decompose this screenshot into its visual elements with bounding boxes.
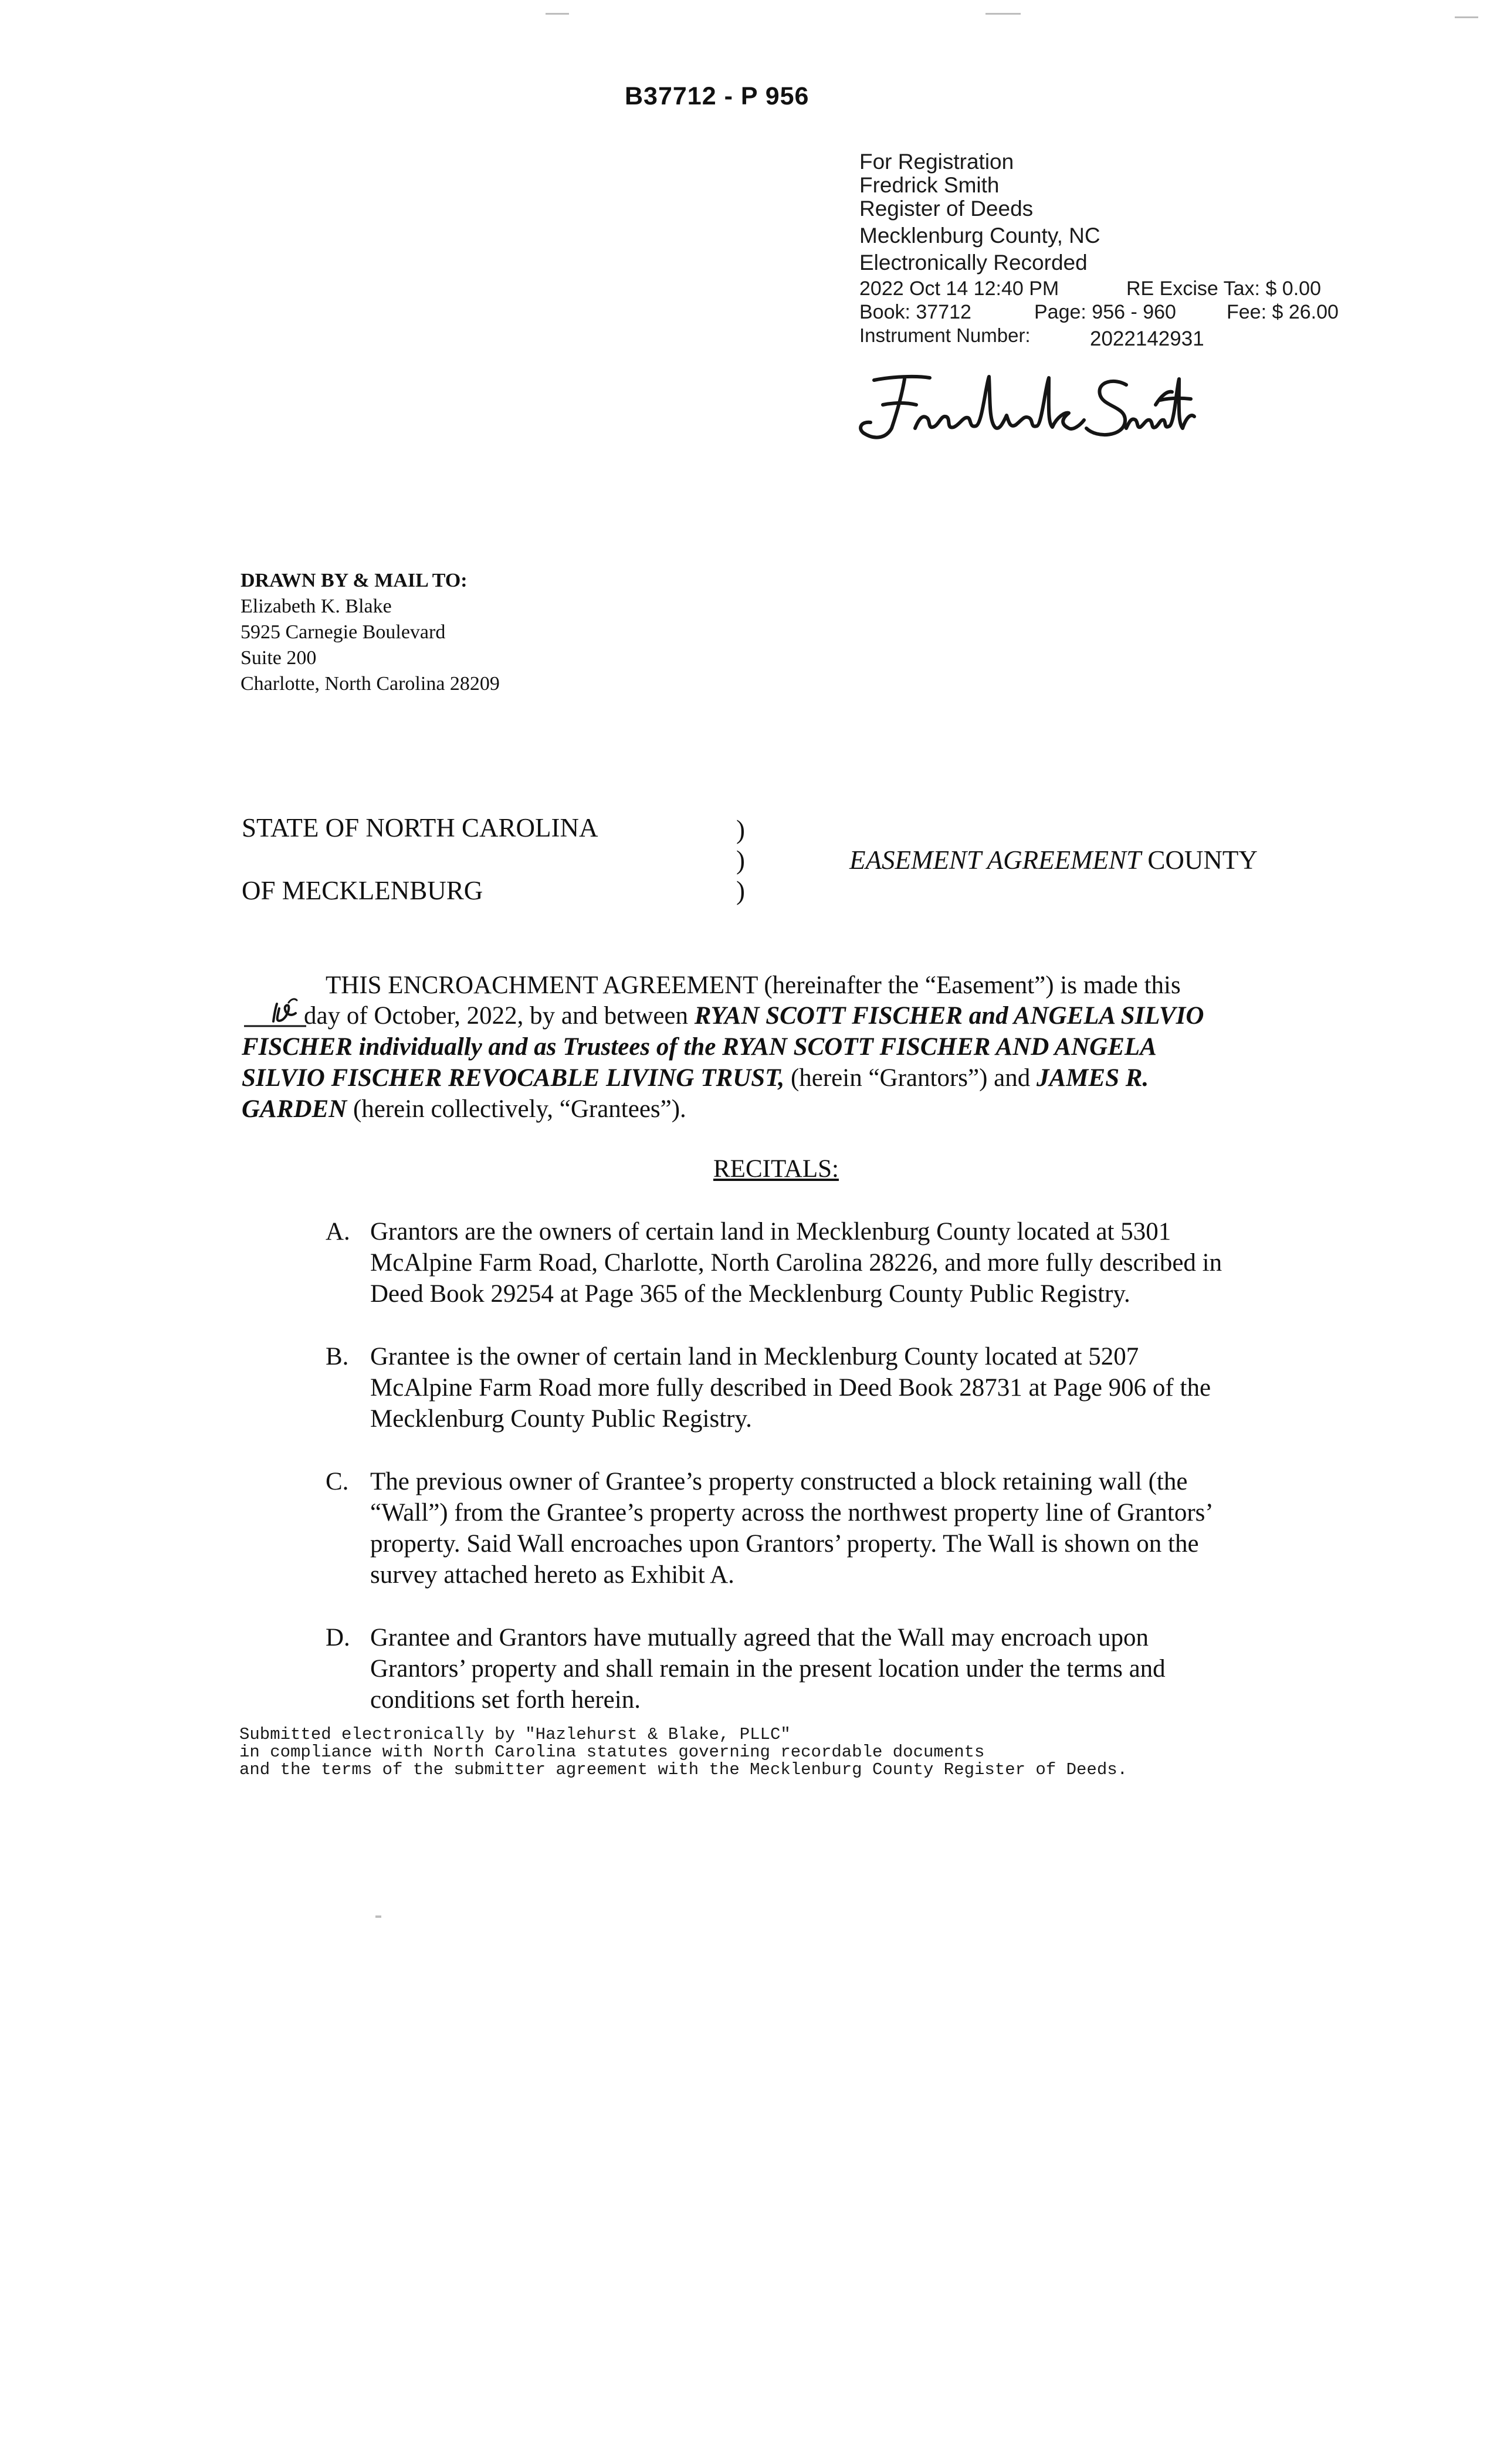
recital-line: Mecklenburg County Public Registry.: [370, 1405, 752, 1433]
registration-stamp: [859, 150, 1376, 348]
caption-county: OF MECKLENBURG: [242, 876, 483, 905]
scan-artifact: [985, 13, 1021, 15]
stamp-register-title: Register of Deeds: [859, 197, 1034, 221]
scan-artifact: [375, 1915, 381, 1918]
stamp-for-registration: For Registration: [859, 150, 1014, 174]
recital-line: “Wall”) from the Grantee’s property across the northwest property line of Grantors’: [370, 1499, 1214, 1527]
recitals-heading: RECITALS:: [713, 1155, 839, 1183]
caption-state: STATE OF NORTH CAROLINA: [242, 813, 598, 842]
recital-line: survey attached hereto as Exhibit A.: [370, 1561, 734, 1589]
stamp-page: Page: 956 - 960: [1034, 301, 1176, 323]
document-title-suffix: COUNTY: [1141, 845, 1258, 875]
submission-notice-line-2: in compliance with North Carolina statutes governing recordable documents: [239, 1742, 985, 1762]
recital-line: conditions set forth herein.: [370, 1686, 641, 1714]
recital-letter: D.: [326, 1624, 350, 1651]
caption-paren-1: ): [736, 815, 745, 844]
intro-grantors-names-a: RYAN SCOTT FISCHER and ANGELA SILVIO: [694, 1002, 1204, 1030]
recital-letter: C.: [326, 1468, 349, 1495]
recital-line: McAlpine Farm Road more fully described in Deed Book 28731 at Page 906 of the: [370, 1374, 1211, 1402]
intro-line-4: [242, 1062, 1149, 1094]
recital-line: Grantee and Grantors have mutually agreed that the Wall may encroach upon: [370, 1624, 1149, 1651]
intro-trust-name: SILVIO FISCHER REVOCABLE LIVING TRUST,: [242, 1064, 785, 1092]
drawn-by-city: Charlotte, North Carolina 28209: [241, 673, 500, 695]
submission-notice: [239, 1726, 1127, 1779]
intro-line-5: [242, 1094, 686, 1125]
document-title: [849, 845, 1258, 875]
stamp-book: Book: 37712: [859, 301, 971, 323]
stamp-instrument-label: Instrument Number:: [859, 324, 1031, 346]
intro-grantee-name-b: GARDEN: [242, 1095, 347, 1123]
scan-artifact: [546, 13, 569, 15]
recital-line: McAlpine Farm Road, Charlotte, North Carolina 28226, and more fully described in: [370, 1249, 1222, 1277]
drawn-by-heading: DRAWN BY & MAIL TO:: [241, 570, 468, 591]
book-page-header: B37712 - P 956: [625, 82, 810, 110]
drawn-by-block: [241, 568, 500, 697]
stamp-instrument-number: 2022142931: [1090, 327, 1204, 350]
stamp-register-name: Fredrick Smith: [859, 173, 1000, 197]
stamp-electronically-recorded: Electronically Recorded: [859, 251, 1088, 275]
recital-line: Deed Book 29254 at Page 365 of the Mecklenburg County Public Registry.: [370, 1280, 1130, 1308]
day-handwriting-mark: [243, 996, 307, 1032]
intro-line-1: THIS ENCROACHMENT AGREEMENT (hereinafter the “Easement”) is made this: [326, 972, 1181, 999]
intro-line-2: [304, 1000, 1204, 1031]
stamp-fee: Fee: $ 26.00: [1227, 301, 1339, 323]
recital-line: Grantee is the owner of certain land in Mecklenburg County located at 5207: [370, 1343, 1139, 1370]
stamp-datetime: 2022 Oct 14 12:40 PM: [859, 277, 1059, 300]
scan-artifact: [1455, 16, 1478, 18]
recital-line: Grantors are the owners of certain land in Mecklenburg County located at 5301: [370, 1218, 1171, 1245]
stamp-excise-tax: RE Excise Tax: $ 0.00: [1126, 277, 1321, 300]
caption-paren-2: ): [736, 845, 745, 875]
recital-line: property. Said Wall encroaches upon Grantors’ property. The Wall is shown on the: [370, 1530, 1199, 1558]
day-handwritten: [243, 996, 307, 1032]
caption-paren-3: ): [736, 876, 745, 905]
intro-grantees-label: (herein collectively, “Grantees”).: [347, 1095, 686, 1123]
recital-letter: B.: [326, 1343, 349, 1370]
intro-grantee-name-a: JAMES R.: [1037, 1064, 1149, 1092]
stamp-county: Mecklenburg County, NC: [859, 224, 1100, 248]
submission-notice-line-1: Submitted electronically by "Hazlehurst & Blake, PLLC": [239, 1725, 791, 1744]
recital-line: Grantors’ property and shall remain in the present location under the terms and: [370, 1655, 1166, 1683]
intro-line-3: FISCHER individually and as Trustees of the RYAN SCOTT FISCHER AND ANGELA: [242, 1033, 1157, 1061]
recital-letter: A.: [326, 1218, 350, 1245]
drawn-by-address-line1: 5925 Carnegie Boulevard: [241, 621, 446, 643]
recital-line: The previous owner of Grantee’s property constructed a block retaining wall (the: [370, 1468, 1188, 1495]
intro-line-2-text: day of October, 2022, by and between: [304, 1002, 695, 1030]
drawn-by-name: Elizabeth K. Blake: [241, 595, 392, 617]
intro-grantors-label: (herein “Grantors”) and: [784, 1064, 1037, 1092]
register-signature: [851, 364, 1197, 446]
drawn-by-address-line2: Suite 200: [241, 647, 317, 669]
document-title-text: EASEMENT AGREEMENT: [849, 845, 1142, 875]
submission-notice-line-3: and the terms of the submitter agreement with the Mecklenburg County Register of Deeds.: [239, 1760, 1128, 1779]
